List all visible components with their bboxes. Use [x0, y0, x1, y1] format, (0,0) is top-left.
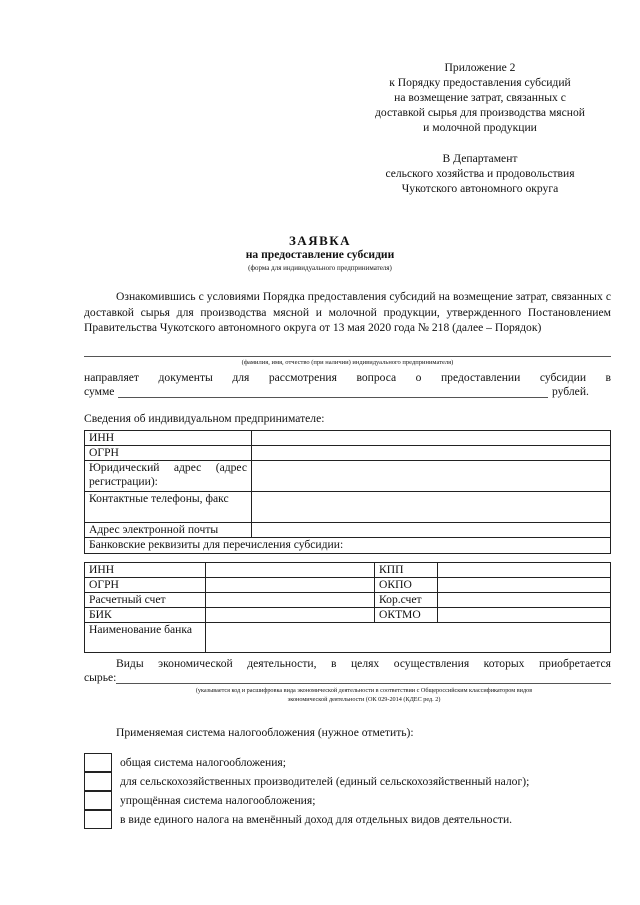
bank-value-name[interactable]	[206, 623, 611, 653]
activity-caption: (указывается код и расшифровка вида экономической деятельности в соответствии с Общероссийским классификатором видов	[195, 687, 533, 694]
bank-heading: Банковские реквизиты для перечисления субсидии:	[85, 538, 611, 554]
bank-value-bik[interactable]	[206, 608, 375, 623]
activity-line-2: сырье:	[84, 671, 117, 684]
bank-label-oktmo: ОКТМО	[375, 608, 438, 623]
appendix-line: и молочной продукции	[423, 121, 537, 134]
info-value-email[interactable]	[252, 523, 611, 538]
addressee-block	[350, 151, 610, 196]
bank-value-ogrn[interactable]	[206, 578, 375, 593]
form-note: (форма для индивидуального предпринимателя)	[248, 264, 392, 272]
bank-label-kpp: КПП	[375, 563, 438, 578]
tax-checkbox-agricultural[interactable]	[84, 772, 112, 791]
table-row	[85, 523, 611, 538]
tax-option-agricultural: для сельскохозяйственных производителей (единый сельскохозяйственный налог);	[120, 775, 530, 788]
document-title: ЗАЯВКА	[288, 233, 352, 248]
bank-label-corr: Кор.счет	[375, 593, 438, 608]
tax-option-general: общая система налогообложения;	[120, 756, 286, 769]
bank-label-name: Наименование банка	[85, 623, 206, 653]
bank-label-inn: ИНН	[85, 563, 206, 578]
appendix-line: на возмещение затрат, связанных с	[394, 91, 566, 104]
table-row	[85, 492, 611, 523]
bank-label-okpo: ОКПО	[375, 578, 438, 593]
activity-field-line[interactable]	[116, 683, 611, 684]
info-label-address: Юридический адрес (адрес регистрации):	[85, 461, 252, 492]
info-label-phone: Контактные телефоны, факс	[85, 492, 252, 523]
bank-value-oktmo[interactable]	[438, 608, 611, 623]
bank-table	[84, 562, 611, 653]
addressee-line: сельского хозяйства и продовольствия	[385, 167, 575, 180]
appendix-block	[350, 60, 610, 135]
tax-heading: Применяемая система налогообложения (нужное отметить):	[116, 726, 414, 739]
table-row	[85, 563, 611, 578]
table-row	[85, 578, 611, 593]
bank-value-okpo[interactable]	[438, 578, 611, 593]
info-heading: Сведения об индивидуальном предпринимателе:	[84, 412, 325, 425]
activity-caption-2: экономической деятельности (ОК 029-2014 (КДЕС ред. 2)	[287, 696, 441, 703]
document-subtitle: на предоставление субсидии	[245, 248, 395, 261]
info-label-email: Адрес электронной почты	[85, 523, 252, 538]
tax-option-simplified: упрощённая система налогообложения;	[120, 794, 316, 807]
bank-label-account: Расчетный счет	[85, 593, 206, 608]
table-row	[85, 461, 611, 492]
bank-label-bik: БИК	[85, 608, 206, 623]
addressee-line: В Департамент	[442, 152, 518, 165]
addressee-line: Чукотского автономного округа	[401, 182, 559, 195]
table-row	[85, 608, 611, 623]
bank-value-inn[interactable]	[206, 563, 375, 578]
bank-value-corr[interactable]	[438, 593, 611, 608]
rub-label: рублей.	[552, 385, 589, 398]
tax-option-imputed: в виде единого налога на вменённый доход для отдельных видов деятельности.	[120, 813, 513, 826]
info-label-inn: ИНН	[85, 431, 252, 446]
table-row	[85, 593, 611, 608]
tax-checkbox-simplified[interactable]	[84, 791, 112, 810]
sum-field-line[interactable]	[118, 397, 548, 398]
table-row	[85, 431, 611, 446]
table-row	[85, 538, 611, 554]
info-value-inn[interactable]	[252, 431, 611, 446]
bank-value-kpp[interactable]	[438, 563, 611, 578]
appendix-line: к Порядку предоставления субсидий	[389, 76, 571, 89]
bank-value-account[interactable]	[206, 593, 375, 608]
name-caption: (фамилия, имя, отчество (при наличии) индивидуального предпринимателя)	[241, 359, 454, 366]
info-value-phone[interactable]	[252, 492, 611, 523]
info-value-address[interactable]	[252, 461, 611, 492]
tax-checkbox-general[interactable]	[84, 753, 112, 772]
info-label-ogrn: ОГРН	[85, 446, 252, 461]
sends-line: направляет документы для рассмотрения вопроса о предоставлении субсидии в	[84, 371, 611, 384]
appendix-line: Приложение 2	[444, 61, 516, 74]
table-row	[85, 446, 611, 461]
name-field-line[interactable]	[84, 356, 611, 357]
activity-line: Виды экономической деятельности, в целях осуществления которых приобретается	[116, 657, 611, 670]
table-row	[85, 623, 611, 653]
appendix-line: доставкой сырья для производства мясной	[374, 106, 585, 119]
info-value-ogrn[interactable]	[252, 446, 611, 461]
bank-label-ogrn: ОГРН	[85, 578, 206, 593]
intro-paragraph: Ознакомившись с условиями Порядка предоставления субсидий на возмещение затрат, связанных с доставкой сырья для производства мясной и молочной продукции, утвержденного Постановлением Правительства Чукотского автономного округа от 13 мая 2020 года № 218 (далее – Порядок)	[84, 290, 611, 334]
info-table	[84, 430, 611, 554]
tax-checkbox-imputed[interactable]	[84, 810, 112, 829]
sum-label: сумме	[84, 385, 115, 398]
